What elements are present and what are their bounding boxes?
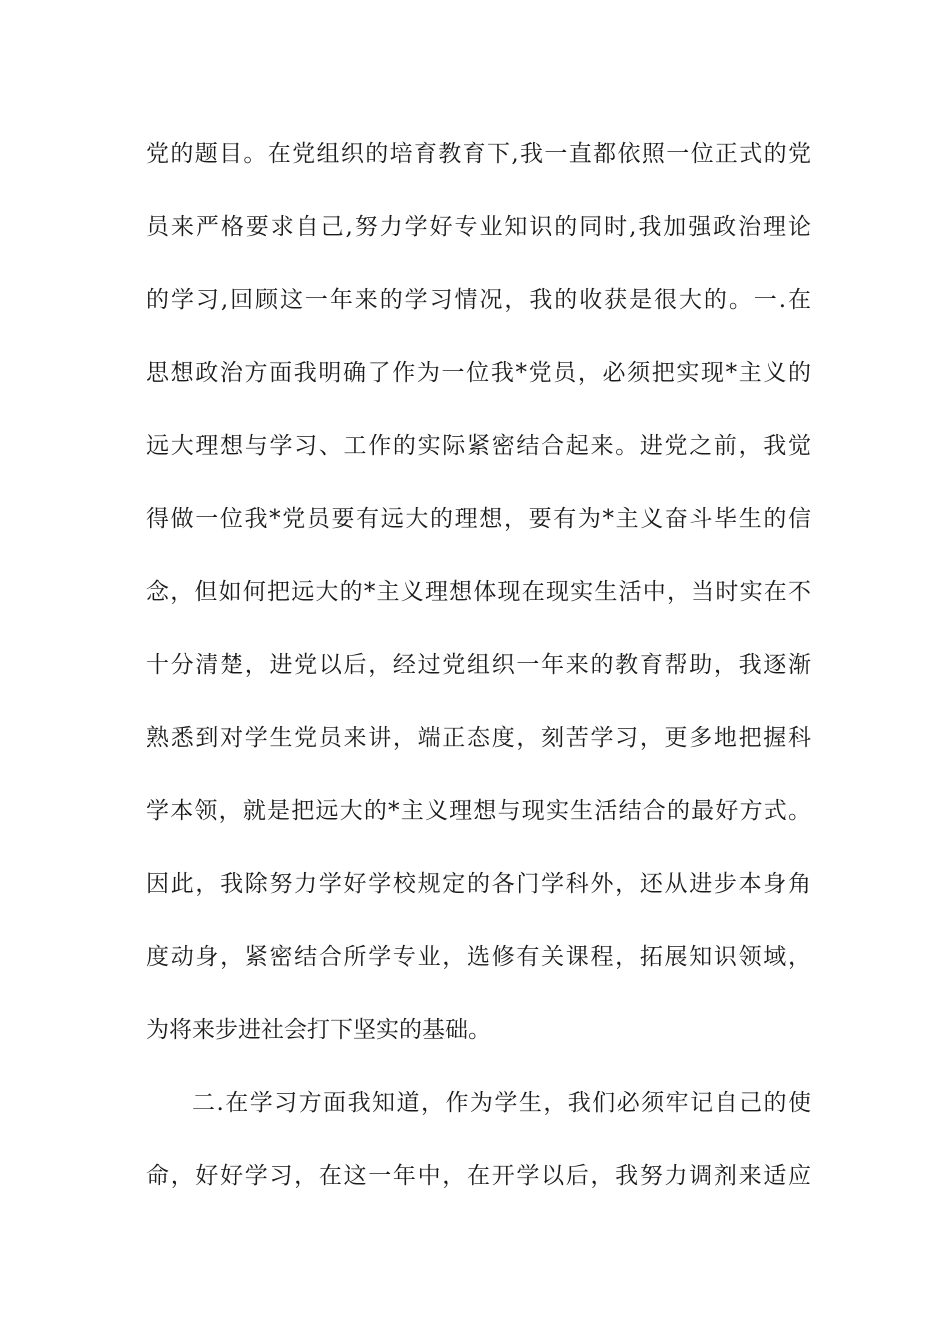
text-line: 命，好好学习，在这一年中，在开学以后，我努力调剂来适应	[146, 1163, 811, 1189]
text-line: 度动身，紧密结合所学专业，选修有关课程，拓展知识领域，	[146, 944, 811, 970]
text-line: 得做一位我*党员要有远大的理想，要有为*主义奋斗毕生的信	[146, 506, 811, 532]
text-line: 熟悉到对学生党员来讲，端正态度，刻苦学习，更多地把握科	[146, 725, 811, 751]
text-line: 的学习,回顾这一年来的学习情况，我的收获是很大的。一.在	[146, 287, 811, 313]
body-text	[146, 130, 811, 1225]
text-line: 因此，我除努力学好学校规定的各门学科外，还从进步本身角	[146, 871, 811, 897]
text-line: 学本领，就是把远大的*主义理想与现实生活结合的最好方式。	[146, 798, 811, 824]
text-line: 二.在学习方面我知道，作为学生，我们必须牢记自己的使	[192, 1090, 811, 1116]
text-line: 念，但如何把远大的*主义理想体现在现实生活中，当时实在不	[146, 579, 811, 605]
text-line: 十分清楚，进党以后，经过党组织一年来的教育帮助，我逐渐	[146, 652, 811, 678]
text-line: 党的题目。在党组织的培育教育下,我一直都依照一位正式的党	[146, 141, 811, 167]
paragraph-1	[146, 130, 811, 1079]
text-line: 为将来步进社会打下坚实的基础。	[146, 1017, 491, 1043]
text-line: 思想政治方面我明确了作为一位我*党员，必须把实现*主义的	[146, 360, 811, 386]
text-line: 员来严格要求自己,努力学好专业知识的同时,我加强政治理论	[146, 214, 811, 240]
text-line: 远大理想与学习、工作的实际紧密结合起来。进党之前，我觉	[146, 433, 811, 459]
paragraph-2	[146, 1079, 811, 1225]
